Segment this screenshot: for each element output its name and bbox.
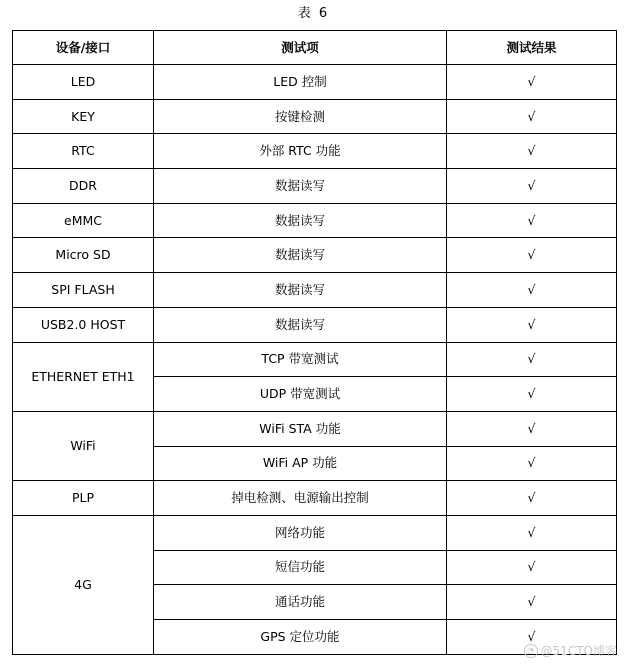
device-cell: SPI FLASH	[13, 273, 154, 308]
table-caption: 表 6	[297, 6, 330, 21]
test-item-cell: 数据读写	[154, 169, 447, 204]
table-row	[13, 515, 617, 550]
test-item-cell: 数据读写	[154, 238, 447, 273]
table-header-row	[13, 31, 617, 65]
device-cell: LED	[13, 65, 154, 100]
watermark-logo-icon: ◔	[524, 644, 538, 658]
test-result-cell: √	[447, 481, 617, 516]
test-item-cell: WiFi AP 功能	[154, 446, 447, 481]
device-cell: 4G	[13, 515, 154, 654]
table-row	[13, 411, 617, 446]
test-result-cell: √	[447, 550, 617, 585]
test-result-cell: √	[447, 342, 617, 377]
header-test-result: 测试结果	[447, 31, 617, 65]
test-result-cell: √	[447, 203, 617, 238]
test-item-cell: 掉电检测、电源输出控制	[154, 481, 447, 516]
table-row	[13, 342, 617, 377]
test-item-cell: 短信功能	[154, 550, 447, 585]
test-result-cell: √	[447, 515, 617, 550]
table-body	[13, 65, 617, 655]
test-results-table	[12, 30, 617, 655]
table-row	[13, 99, 617, 134]
test-item-cell: 通话功能	[154, 585, 447, 620]
watermark	[524, 642, 617, 659]
watermark-text: @51CTO博客	[540, 644, 617, 658]
test-item-cell: GPS 定位功能	[154, 620, 447, 655]
table-row	[13, 307, 617, 342]
device-cell: RTC	[13, 134, 154, 169]
device-cell: eMMC	[13, 203, 154, 238]
test-item-cell: 数据读写	[154, 273, 447, 308]
table-row	[13, 238, 617, 273]
test-result-cell: √	[447, 377, 617, 412]
device-cell: WiFi	[13, 411, 154, 480]
device-cell: Micro SD	[13, 238, 154, 273]
table-row	[13, 481, 617, 516]
test-item-cell: LED 控制	[154, 65, 447, 100]
device-cell: KEY	[13, 99, 154, 134]
test-item-cell: 数据读写	[154, 203, 447, 238]
table-row	[13, 203, 617, 238]
table-row	[13, 273, 617, 308]
test-item-cell: TCP 带宽测试	[154, 342, 447, 377]
table-row	[13, 169, 617, 204]
test-result-cell: √	[447, 273, 617, 308]
table-row	[13, 65, 617, 100]
test-item-cell: WiFi STA 功能	[154, 411, 447, 446]
test-result-cell: √	[447, 169, 617, 204]
test-item-cell: 数据读写	[154, 307, 447, 342]
test-result-cell: √	[447, 65, 617, 100]
device-cell: DDR	[13, 169, 154, 204]
test-result-cell: √	[447, 411, 617, 446]
table-row	[13, 134, 617, 169]
test-result-cell: √	[447, 585, 617, 620]
test-result-cell: √	[447, 620, 617, 655]
device-cell: USB2.0 HOST	[13, 307, 154, 342]
header-device: 设备/接口	[13, 31, 154, 65]
test-item-cell: 外部 RTC 功能	[154, 134, 447, 169]
test-result-cell: √	[447, 134, 617, 169]
header-test-item: 测试项	[154, 31, 447, 65]
test-item-cell: UDP 带宽测试	[154, 377, 447, 412]
test-result-cell: √	[447, 446, 617, 481]
device-cell: PLP	[13, 481, 154, 516]
test-result-cell: √	[447, 307, 617, 342]
test-item-cell: 网络功能	[154, 515, 447, 550]
test-result-cell: √	[447, 99, 617, 134]
device-cell: ETHERNET ETH1	[13, 342, 154, 411]
test-result-cell: √	[447, 238, 617, 273]
test-item-cell: 按键检测	[154, 99, 447, 134]
